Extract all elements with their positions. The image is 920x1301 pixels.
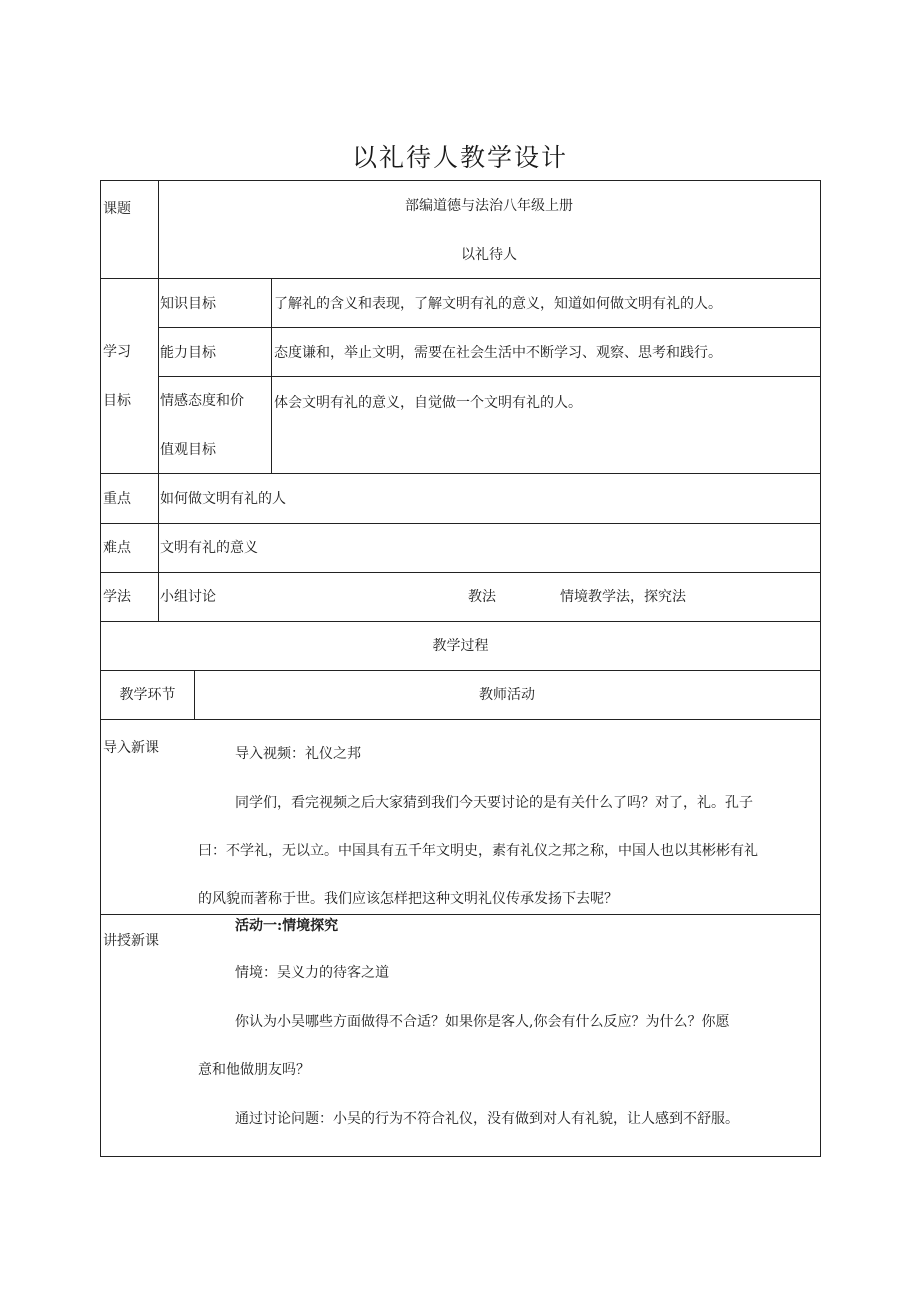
- conclusion-text: 通过讨论问题：小吴的行为不符合礼仪，没有做到对人有礼貌，让人感到不舒服。: [235, 1111, 739, 1127]
- lesson-plan-table: [100, 180, 821, 1157]
- row-divider: [101, 523, 820, 524]
- scenario-text: 情境：吴义力的待客之道: [235, 965, 389, 981]
- goals-label: 目标: [103, 393, 131, 409]
- difficulty-text: 文明有礼的意义: [160, 540, 258, 556]
- lecture-stage-label: 讲授新课: [103, 933, 159, 949]
- topic-lesson: 以礼待人: [461, 247, 517, 263]
- activity-title: 活动一:情境探究: [235, 918, 339, 934]
- page-title: 以礼待人教学设计: [351, 143, 568, 172]
- row-divider: [101, 914, 820, 915]
- intro-line: 曰：不学礼，无以立。中国具有五千年文明史，素有礼仪之邦之称，中国人也以其彬彬有礼: [198, 843, 758, 859]
- activity-column-header: 教师活动: [479, 687, 535, 703]
- key-point-label: 重点: [103, 491, 131, 507]
- emotion-goal-label: 情感态度和价: [160, 393, 244, 409]
- ability-goal-label: 能力目标: [160, 345, 216, 361]
- difficulty-label: 难点: [103, 540, 131, 556]
- row-divider: [158, 376, 820, 377]
- stage-column-header: 教学环节: [119, 687, 176, 703]
- row-divider: [158, 327, 820, 328]
- intro-line: 同学们，看完视频之后大家猜到我们今天要讨论的是有关什么了吗？对了，礼。孔子: [235, 795, 753, 811]
- study-method-label: 学法: [103, 589, 131, 605]
- emotion-goal-text: 体会文明有礼的意义，自觉做一个文明有礼的人。: [274, 395, 582, 411]
- question-line: 意和他做朋友吗？: [198, 1062, 310, 1078]
- emotion-goal-label: 值观目标: [160, 442, 216, 458]
- row-divider: [101, 719, 820, 720]
- topic-label: 课题: [103, 201, 131, 217]
- process-heading: 教学过程: [432, 638, 489, 654]
- ability-goal-text: 态度谦和，举止文明，需要在社会生活中不断学习、观察、思考和践行。: [274, 345, 722, 361]
- study-method-text: 小组讨论: [160, 589, 216, 605]
- topic-textbook: 部编道德与法治八年级上册: [405, 198, 573, 214]
- row-divider: [101, 670, 820, 671]
- intro-line: 导入视频：礼仪之邦: [235, 746, 361, 762]
- key-point-text: 如何做文明有礼的人: [160, 491, 286, 507]
- question-line: 你认为小吴哪些方面做得不合适？如果你是客人,你会有什么反应？为什么？你愿: [235, 1014, 730, 1030]
- intro-stage-label: 导入新课: [103, 740, 159, 756]
- row-divider: [101, 621, 820, 622]
- knowledge-goal-label: 知识目标: [160, 296, 216, 312]
- knowledge-goal-text: 了解礼的含义和表现，了解文明有礼的意义，知道如何做文明有礼的人。: [274, 296, 722, 312]
- goals-label: 学习: [103, 344, 131, 360]
- row-divider: [101, 278, 820, 279]
- teach-method-label: 教法: [468, 589, 496, 605]
- row-divider: [101, 473, 820, 474]
- row-divider: [101, 572, 820, 573]
- intro-line: 的风貌而著称于世。我们应该怎样把这种文明礼仪传承发扬下去呢？: [198, 891, 618, 907]
- column-divider: [271, 278, 272, 473]
- teach-method-text: 情境教学法，探究法: [560, 589, 686, 605]
